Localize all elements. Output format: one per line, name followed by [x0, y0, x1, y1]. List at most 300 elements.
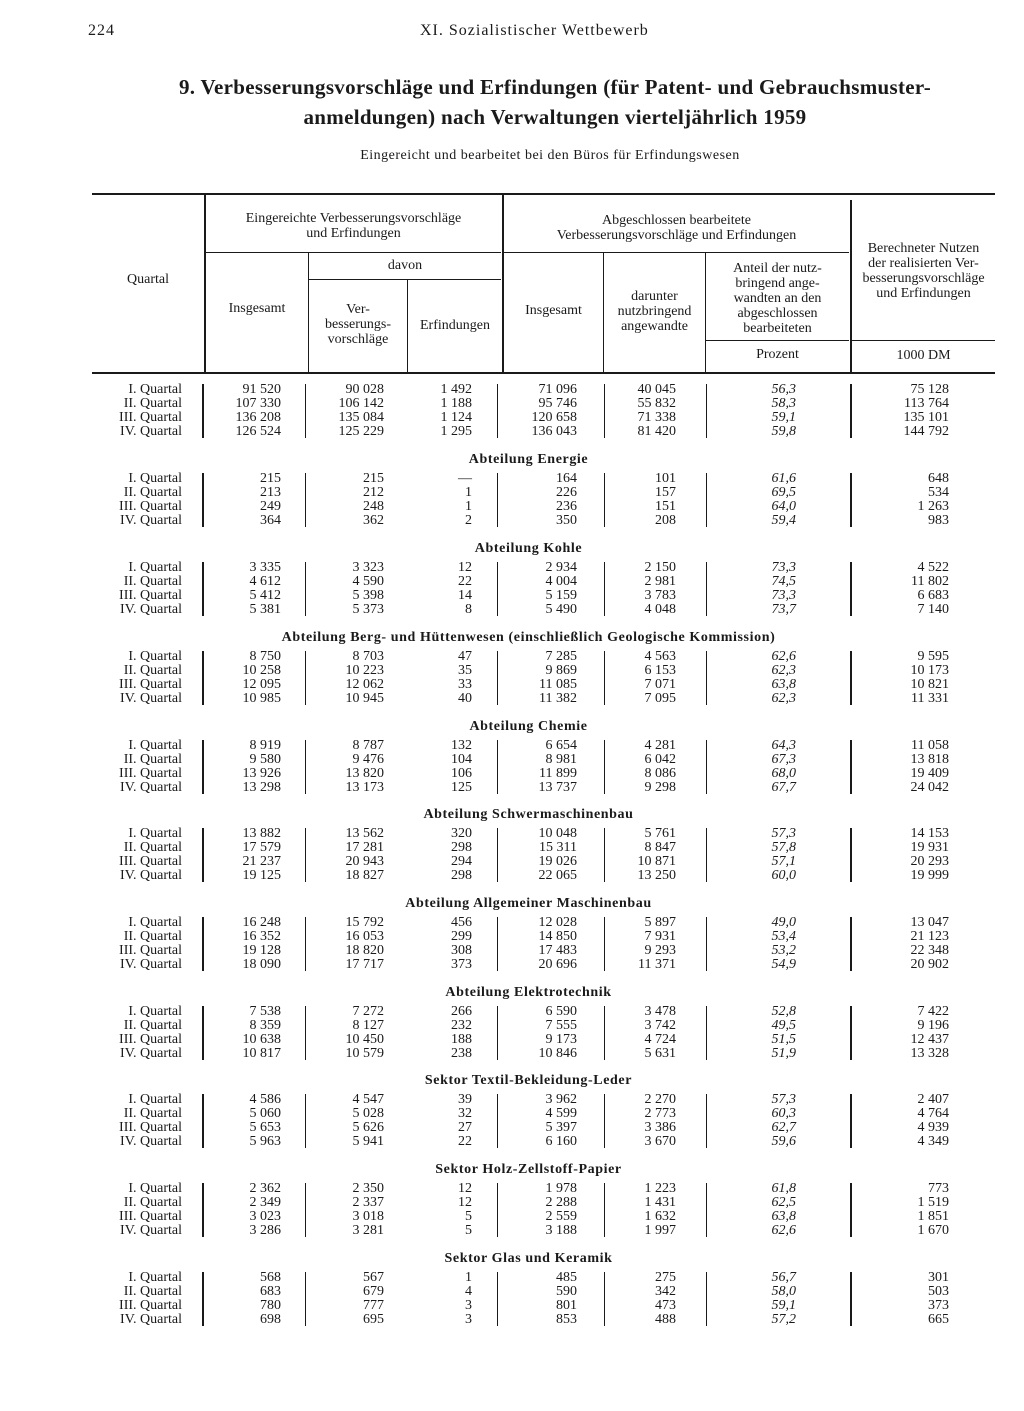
section-title: Abteilung Allgemeiner Maschinenbau	[405, 896, 652, 911]
table-cell: 4 724	[644, 1032, 676, 1047]
table-cell: 5 397	[545, 1120, 577, 1135]
table-cell: 275	[655, 1270, 676, 1285]
table-cell: 59,6	[771, 1134, 796, 1149]
header-insgesamt: Insgesamt	[228, 301, 286, 316]
table-cell: 55 832	[637, 396, 676, 411]
table-cell: 8 086	[644, 766, 676, 781]
table-cell: 232	[451, 1018, 472, 1033]
table-cell: 9 173	[545, 1032, 577, 1047]
header-anteil: Anteil der nutz- bringend ange- wandten an den abgeschlossen bearbeiteten	[733, 261, 822, 336]
header-quartal: Quartal	[127, 272, 169, 287]
column-separator	[202, 651, 204, 705]
table-cell: 3 670	[644, 1134, 676, 1149]
table-cell: 56,3	[771, 382, 796, 397]
table-cell: 19 128	[242, 943, 281, 958]
column-separator	[604, 1094, 605, 1148]
column-separator	[706, 473, 707, 527]
table-cell: 801	[556, 1298, 577, 1313]
column-separator	[604, 917, 605, 971]
column-separator	[706, 1094, 707, 1148]
column-separator	[850, 1272, 852, 1326]
table-cell: 5	[465, 1223, 472, 1238]
quarter-label: III. Quartal	[119, 766, 182, 781]
table-cell: 58,3	[771, 396, 796, 411]
table-cell: 213	[260, 485, 281, 500]
header-davon: davon	[387, 258, 423, 273]
header-darunter: darunter nutzbringend angewandte	[617, 289, 692, 334]
table-cell: 126 524	[235, 424, 281, 439]
table-cell: 61,6	[771, 471, 796, 486]
table-cell: 57,8	[771, 840, 796, 855]
table-cell: 73,7	[771, 602, 796, 617]
column-separator	[305, 1272, 306, 1326]
table-cell: 7 555	[545, 1018, 577, 1033]
table-cell: 8 847	[644, 840, 676, 855]
table-cell: 4 004	[545, 574, 577, 589]
table-cell: 7 071	[644, 677, 676, 692]
column-separator	[305, 828, 306, 882]
page-number: 224	[88, 22, 115, 39]
table-cell: 12	[458, 560, 472, 575]
table-cell: 5 398	[352, 588, 384, 603]
table-cell: 3 962	[545, 1092, 577, 1107]
table-cell: 1	[465, 1270, 472, 1285]
section-title: Abteilung Chemie	[469, 719, 588, 734]
table-cell: 2 934	[545, 560, 577, 575]
quarter-label: III. Quartal	[119, 1032, 182, 1047]
table-cell: 373	[451, 957, 472, 972]
section-title: Abteilung Berg- und Hüttenwesen (einschließlich Geologische Kommission)	[281, 630, 776, 645]
column-separator	[850, 473, 852, 527]
table-cell: 62,6	[771, 649, 796, 664]
table-cell: 4 599	[545, 1106, 577, 1121]
table-cell: 3	[465, 1298, 472, 1313]
section-title: Abteilung Energie	[468, 452, 589, 467]
table-cell: 64,0	[771, 499, 796, 514]
column-separator	[497, 651, 498, 705]
header-unit-dm: 1000 DM	[896, 348, 951, 363]
table-subtitle: Eingereicht und bearbeitet bei den Büros für Erfindungswesen	[360, 148, 740, 163]
table-cell: 57,3	[771, 826, 796, 841]
table-cell: 10 223	[345, 663, 384, 678]
quarter-label: III. Quartal	[119, 410, 182, 425]
table-cell: 20 696	[538, 957, 577, 972]
column-separator	[706, 828, 707, 882]
quarter-label: IV. Quartal	[120, 602, 182, 617]
table-cell: 7 095	[644, 691, 676, 706]
column-separator	[497, 917, 498, 971]
column-separator	[305, 1006, 306, 1060]
table-cell: 64,3	[771, 738, 796, 753]
table-cell: 249	[260, 499, 281, 514]
table-cell: 18 827	[345, 868, 384, 883]
table-cell: 13 737	[538, 780, 577, 795]
table-cell: 12 437	[910, 1032, 949, 1047]
table-cell: 215	[363, 471, 384, 486]
running-head: XI. Sozialistischer Wettbewerb	[420, 22, 649, 39]
table-cell: 4 612	[249, 574, 281, 589]
table-cell: 59,8	[771, 424, 796, 439]
table-cell: 362	[363, 513, 384, 528]
header-verbesserungsvorschlaege: Ver- besserungs- vorschläge	[324, 302, 392, 347]
quarter-label: II. Quartal	[123, 485, 182, 500]
table-cell: 350	[556, 513, 577, 528]
quarter-label: I. Quartal	[128, 1181, 182, 1196]
column-separator	[604, 828, 605, 882]
quarter-label: IV. Quartal	[120, 1223, 182, 1238]
column-separator	[497, 562, 498, 616]
table-cell: 62,7	[771, 1120, 796, 1135]
table-cell: 5 028	[352, 1106, 384, 1121]
table-cell: 8	[465, 602, 472, 617]
table-cell: 2 337	[352, 1195, 384, 1210]
table-cell: 75 128	[910, 382, 949, 397]
table-cell: 3 783	[644, 588, 676, 603]
column-separator	[604, 651, 605, 705]
table-cell: 298	[451, 840, 472, 855]
table-cell: 58,0	[771, 1284, 796, 1299]
table-cell: 853	[556, 1312, 577, 1327]
table-cell: 18 820	[345, 943, 384, 958]
table-cell: 10 173	[910, 663, 949, 678]
table-cell: 1 431	[644, 1195, 676, 1210]
table-cell: 90 028	[345, 382, 384, 397]
table-cell: 2 350	[352, 1181, 384, 1196]
table-cell: 5 373	[352, 602, 384, 617]
column-separator	[202, 917, 204, 971]
column-separator	[497, 473, 498, 527]
column-separator	[850, 651, 852, 705]
column-separator	[305, 1094, 306, 1148]
column-separator	[850, 1094, 852, 1148]
table-cell: 125	[451, 780, 472, 795]
table-cell: 51,9	[771, 1046, 796, 1061]
quarter-label: II. Quartal	[123, 1106, 182, 1121]
table-cell: 698	[260, 1312, 281, 1327]
table-cell: 248	[363, 499, 384, 514]
quarter-label: IV. Quartal	[120, 780, 182, 795]
table-cell: 9 293	[644, 943, 676, 958]
column-separator	[604, 562, 605, 616]
column-separator	[850, 1183, 852, 1237]
column-separator	[706, 917, 707, 971]
table-cell: 1 295	[440, 424, 472, 439]
table-cell: 534	[928, 485, 949, 500]
table-cell: 11 085	[539, 677, 577, 692]
table-cell: 9 196	[917, 1018, 949, 1033]
table-cell: 13 250	[637, 868, 676, 883]
table-cell: 135 101	[903, 410, 949, 425]
table-cell: 13 298	[242, 780, 281, 795]
column-separator	[604, 384, 605, 438]
table-cell: 19 026	[538, 854, 577, 869]
table-cell: 298	[451, 868, 472, 883]
table-cell: 106	[451, 766, 472, 781]
header-prozent: Prozent	[756, 347, 799, 362]
table-cell: 4 522	[917, 560, 949, 575]
table-cell: 503	[928, 1284, 949, 1299]
column-separator	[202, 473, 204, 527]
section-title: Sektor Glas und Keramik	[444, 1251, 613, 1266]
table-cell: 60,3	[771, 1106, 796, 1121]
table-cell: 91 520	[242, 382, 281, 397]
table-cell: 20 943	[345, 854, 384, 869]
table-cell: 19 409	[910, 766, 949, 781]
column-separator	[497, 1272, 498, 1326]
table-cell: 5 963	[249, 1134, 281, 1149]
section-title: Sektor Holz-Zellstoff-Papier	[435, 1162, 622, 1177]
table-cell: 56,7	[771, 1270, 796, 1285]
table-cell: 8 981	[545, 752, 577, 767]
table-cell: 16 352	[242, 929, 281, 944]
table-cell: 2 407	[917, 1092, 949, 1107]
table-cell: 665	[928, 1312, 949, 1327]
table-cell: 49,5	[771, 1018, 796, 1033]
section-title: Abteilung Schwermaschinenbau	[423, 807, 634, 822]
table-cell: 3 023	[249, 1209, 281, 1224]
table-cell: 13 173	[345, 780, 384, 795]
column-separator	[305, 917, 306, 971]
table-cell: 39	[458, 1092, 472, 1107]
table-cell: 16 053	[345, 929, 384, 944]
table-cell: 342	[655, 1284, 676, 1299]
table-cell: 5 653	[249, 1120, 281, 1135]
table-cell: 10 450	[345, 1032, 384, 1047]
table-cell: 52,8	[771, 1004, 796, 1019]
table-cell: 74,5	[771, 574, 796, 589]
table-cell: 49,0	[771, 915, 796, 930]
quarter-label: III. Quartal	[119, 1298, 182, 1313]
table-cell: 4 048	[644, 602, 676, 617]
column-separator	[305, 651, 306, 705]
column-separator	[497, 1006, 498, 1060]
table-cell: 20 293	[910, 854, 949, 869]
section-title: Abteilung Elektrotechnik	[445, 985, 612, 1000]
table-cell: 238	[451, 1046, 472, 1061]
quarter-label: III. Quartal	[119, 499, 182, 514]
table-cell: 14	[458, 588, 472, 603]
table-cell: 13 328	[910, 1046, 949, 1061]
header-rule-abgeschlossen	[504, 252, 849, 253]
table-cell: 40 045	[637, 382, 676, 397]
table-cell: 5	[465, 1209, 472, 1224]
table-cell: 19 999	[910, 868, 949, 883]
table-cell: 10 846	[538, 1046, 577, 1061]
table-title-line1: 9. Verbesserungsvorschläge und Erfindungen (für Patent- und Gebrauchsmuster-	[178, 75, 932, 99]
table-cell: 62,6	[771, 1223, 796, 1238]
table-cell: 780	[260, 1298, 281, 1313]
table-cell: 188	[451, 1032, 472, 1047]
quarter-label: III. Quartal	[119, 588, 182, 603]
table-cell: 51,5	[771, 1032, 796, 1047]
table-cell: 59,1	[771, 1298, 796, 1313]
table-cell: 63,8	[771, 677, 796, 692]
column-separator	[497, 1183, 498, 1237]
table-cell: 10 821	[910, 677, 949, 692]
table-cell: 8 359	[249, 1018, 281, 1033]
quarter-label: III. Quartal	[119, 943, 182, 958]
header-rule-prozent	[706, 340, 849, 341]
quarter-label: I. Quartal	[128, 738, 182, 753]
table-cell: 107 330	[235, 396, 281, 411]
table-cell: 3 018	[352, 1209, 384, 1224]
table-cell: 24 042	[910, 780, 949, 795]
column-separator	[604, 1183, 605, 1237]
table-cell: 2 362	[249, 1181, 281, 1196]
table-cell: 7 272	[352, 1004, 384, 1019]
column-separator	[497, 828, 498, 882]
quarter-label: I. Quartal	[128, 1004, 182, 1019]
table-cell: 4	[465, 1284, 472, 1299]
table-cell: 488	[655, 1312, 676, 1327]
table-cell: 10 985	[242, 691, 281, 706]
table-cell: 4 547	[352, 1092, 384, 1107]
column-separator	[305, 740, 306, 794]
column-separator	[202, 1094, 204, 1148]
table-cell: 2 349	[249, 1195, 281, 1210]
table-cell: 106 142	[338, 396, 384, 411]
header-eingereicht: Eingereichte Verbesserungsvorschläge und Erfindungen	[245, 211, 462, 241]
column-separator	[850, 917, 852, 971]
table-cell: 54,9	[771, 957, 796, 972]
table-cell: 8 919	[249, 738, 281, 753]
header-rule-davon	[309, 279, 501, 280]
quarter-label: IV. Quartal	[120, 1134, 182, 1149]
table-cell: 27	[458, 1120, 472, 1135]
quarter-label: I. Quartal	[128, 471, 182, 486]
table-cell: 10 945	[345, 691, 384, 706]
table-cell: 10 871	[637, 854, 676, 869]
quarter-label: I. Quartal	[128, 915, 182, 930]
table-cell: 301	[928, 1270, 949, 1285]
table-cell: 567	[363, 1270, 384, 1285]
table-cell: 11 058	[911, 738, 949, 753]
table-cell: 81 420	[637, 424, 676, 439]
header-rule-dm	[852, 340, 995, 341]
quarter-label: IV. Quartal	[120, 1046, 182, 1061]
quarter-label: III. Quartal	[119, 1209, 182, 1224]
header-rule-eingereicht	[206, 252, 501, 253]
table-cell: 7 140	[917, 602, 949, 617]
table-cell: 1	[465, 485, 472, 500]
column-separator	[202, 1006, 204, 1060]
table-cell: 236	[556, 499, 577, 514]
table-cell: 62,5	[771, 1195, 796, 1210]
table-cell: 12 095	[242, 677, 281, 692]
table-cell: 5 159	[545, 588, 577, 603]
table-cell: 113 764	[904, 396, 949, 411]
quarter-label: III. Quartal	[119, 677, 182, 692]
header-abgeschlossen: Abgeschlossen bearbeitete Verbesserungsvorschläge und Erfindungen	[556, 213, 797, 243]
table-cell: 4 586	[249, 1092, 281, 1107]
table-cell: 568	[260, 1270, 281, 1285]
column-separator	[202, 1272, 204, 1326]
table-cell: 5 060	[249, 1106, 281, 1121]
table-cell: 57,3	[771, 1092, 796, 1107]
table-cell: 364	[260, 513, 281, 528]
table-cell: 2 981	[644, 574, 676, 589]
table-cell: 18 090	[242, 957, 281, 972]
table-cell: 3 323	[352, 560, 384, 575]
column-separator	[706, 1183, 707, 1237]
table-cell: 4 281	[644, 738, 676, 753]
table-cell: 59,1	[771, 410, 796, 425]
column-separator	[305, 473, 306, 527]
table-cell: 71 096	[538, 382, 577, 397]
table-cell: 6 590	[545, 1004, 577, 1019]
section-title: Abteilung Kohle	[474, 541, 583, 556]
column-separator	[850, 1006, 852, 1060]
table-cell: 53,4	[771, 929, 796, 944]
table-cell: 19 125	[242, 868, 281, 883]
table-cell: 8 703	[352, 649, 384, 664]
table-cell: 32	[458, 1106, 472, 1121]
table-cell: 11 802	[911, 574, 949, 589]
table-cell: 9 869	[545, 663, 577, 678]
table-cell: 695	[363, 1312, 384, 1327]
table-cell: 12 062	[345, 677, 384, 692]
table-cell: 11 899	[539, 766, 577, 781]
table-cell: 983	[928, 513, 949, 528]
table-cell: 15 792	[345, 915, 384, 930]
table-cell: 11 371	[638, 957, 676, 972]
top-rule	[92, 193, 995, 195]
table-cell: 3 335	[249, 560, 281, 575]
table-cell: 473	[655, 1298, 676, 1313]
table-cell: 1 188	[440, 396, 472, 411]
table-cell: 16 248	[242, 915, 281, 930]
table-cell: 13 562	[345, 826, 384, 841]
table-cell: 590	[556, 1284, 577, 1299]
table-cell: 120 658	[531, 410, 577, 425]
table-cell: 61,8	[771, 1181, 796, 1196]
table-cell: 6 654	[545, 738, 577, 753]
table-cell: 773	[928, 1181, 949, 1196]
quarter-label: III. Quartal	[119, 1120, 182, 1135]
table-cell: 1 997	[644, 1223, 676, 1238]
table-cell: 5 412	[249, 588, 281, 603]
table-cell: 212	[363, 485, 384, 500]
table-cell: 683	[260, 1284, 281, 1299]
table-cell: 4 563	[644, 649, 676, 664]
table-cell: 13 818	[910, 752, 949, 767]
table-cell: 6 153	[644, 663, 676, 678]
column-separator	[706, 740, 707, 794]
table-cell: 5 761	[644, 826, 676, 841]
table-cell: 2 150	[644, 560, 676, 575]
table-cell: 3 286	[249, 1223, 281, 1238]
header-insgesamt-abgeschlossen: Insgesamt	[525, 303, 582, 318]
table-cell: 135 084	[338, 410, 384, 425]
quarter-label: II. Quartal	[123, 840, 182, 855]
table-cell: 1 670	[917, 1223, 949, 1238]
table-cell: 7 285	[545, 649, 577, 664]
table-cell: 2 270	[644, 1092, 676, 1107]
column-separator	[850, 740, 852, 794]
header-nutzen: Berechneter Nutzen der realisierten Ver- besserungsvorschläge und Erfindungen	[862, 241, 985, 301]
table-cell: 1 978	[545, 1181, 577, 1196]
table-cell: 136 043	[531, 424, 577, 439]
table-cell: 157	[655, 485, 676, 500]
quarter-label: II. Quartal	[123, 1195, 182, 1210]
column-separator	[604, 740, 605, 794]
table-cell: 67,3	[771, 752, 796, 767]
table-cell: 1 851	[917, 1209, 949, 1224]
table-cell: 62,3	[771, 691, 796, 706]
table-cell: 299	[451, 929, 472, 944]
table-cell: 8 750	[249, 649, 281, 664]
table-cell: 21 237	[242, 854, 281, 869]
